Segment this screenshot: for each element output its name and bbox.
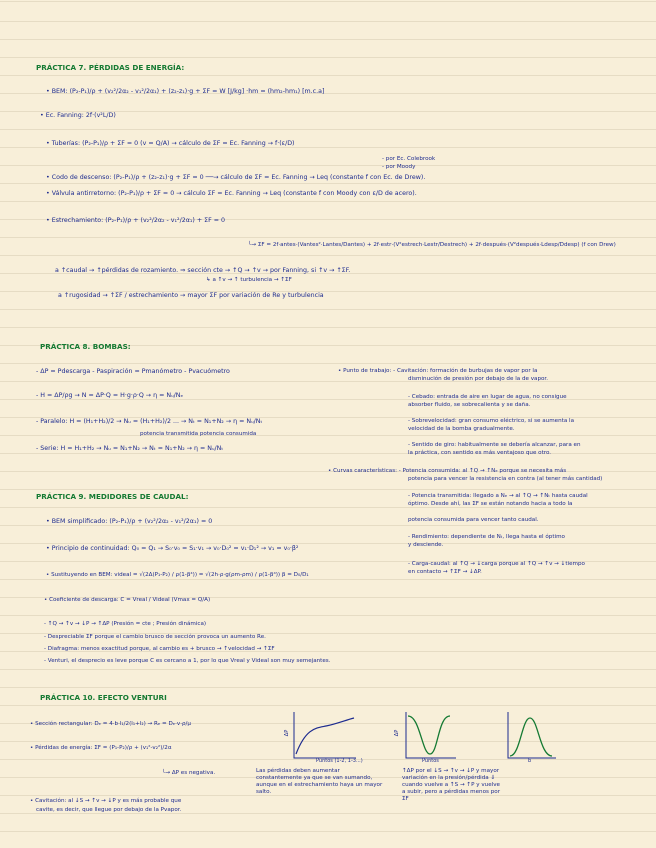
p8-line: - Paralelo: H = (H₁+H₂)/2 → Nᵤ = (H₁+H₂)/2 ... → Nₜ = N₁+N₂ → η = Nᵤ/Nₜ [36,418,263,425]
p10-line: cavite, es decir, que llegue por debajo de la Pvapor. [36,807,182,813]
p8-right-line: • Punto de trabajo: - Cavitación: formación de burbujas de vapor por la [338,368,538,374]
p8-right-line: - Cebado: entrada de aire en lugar de agua, no consigue [408,394,567,400]
p8-right-line: - Rendimiento: dependiente de Nₜ, llega hasta el óptimo [408,534,565,540]
p7-line: a ↑rugosidad → ↑ΣF / estrechamiento → mayor ΣF por variación de Re y turbulencia [58,292,324,299]
plot2-caption: ↑ΔP por el ↓S → ↑v → ↓P y mayor variación en la presión/pérdida ⇓ cuando vuelve a ↑S → ↑P y vuelve a subir, pero a pérdidas menos por ΣF [402,768,500,802]
section-title-p7: PRÁCTICA 7. PÉRDIDAS DE ENERGÍA: [36,63,185,72]
plot2-ylabel: ΔP [394,729,401,737]
p8-right-line: óptimo. Desde ahí, las ΣF se están notando hacia a todo la [408,501,573,507]
p8-right-line: y desciende. [408,542,444,548]
p9-line: • Sustituyendo en BEM: videal = √(2Δ(P₁-P₂) / ρ(1-β⁴)) = √(2h·ρ·g(ρm-ρm) / ρ(1-β⁴)) β = D₀/D₁ [46,572,309,578]
p7-line: a ↑caudal → ↑pérdidas de rozamiento. ⇒ sección cte → ↑Q → ↑v → por Fanning, si ↑v → ↑ΣF. [55,267,351,274]
plot2-xlabel: Puntos [422,758,439,764]
p9-line: • BEM simplificado: (P₂-P₁)/ρ + (v₂²/2α₂ - v₁²/2α₁) = 0 [46,518,213,525]
p8-line: - H = ΔP/ρg → N = ΔP·Q = H·g·ρ·Q → η = Nᵤ/Nₑ [36,392,184,399]
p8-right-line: • Curvas características: - Potencia consumida: al ↑Q → ↑Nₑ porque se necesita más [328,468,567,474]
p9-line: • Coeficiente de descarga: C = Vreal / Videal (Vmax = Q/A) [44,597,211,603]
p9-line: • Principio de continuidad: Q₀ = Q₁ → S₀·v₀ = S₁·v₁ → v₀·D₀² = v₁·D₁² → v₁ = v₀·β² [46,545,299,552]
p8-right-line: potencia para vencer la resistencia en contra (al tener más cantidad) [408,476,603,482]
sketch-plot-peak [500,708,558,764]
p8-right-line: la práctica, con sentido es más ventajoso que otro. [408,450,552,456]
section-title-p9: PRÁCTICA 9. MEDIDORES DE CAUDAL: [36,492,189,501]
p10-line: • Pérdidas de energía: ΣF = (P₁-P₂)/ρ + (v₁²-v₂²)/2α [30,745,172,751]
p9-line: - Venturi, el desprecio es leve porque C es cercano a 1, por lo que Vreal y Videal son muy semejantes. [44,658,331,664]
plot1-xlabel: Puntos (1-2, 1-3...) [316,758,363,764]
p9-line: - ↑Q → ↑v → ↓P → ↑ΔP (Presión = cte ; Presión dinámica) [44,621,207,627]
p10-line: └→ ΔP es negativa. [162,770,216,776]
p8-right-line: en contacto → ↑ΣF → ↓ΔP. [408,569,482,575]
p8-right-line: - Potencia transmitida: llegado a Nₑ → al ↑Q → ↑Nₜ hasta caudal [408,493,588,499]
p8-line: - ΔP = Pdescarga - Paspiración = Pmanómetro - Pvacuómetro [36,368,230,375]
p7-line: • Válvula antirretorno: (P₂-P₁)/ρ + ΣF = 0 → cálculo ΣF = Ec. Fanning → Leq (constante f con Moody con ε/D de acero). [46,190,417,197]
plot1-ylabel: ΔP [284,729,291,737]
plot1-caption: Las pérdidas deben aumentar constantemente ya que se van sumando, aunque en el estrechamiento haya un mayor salto. [256,768,383,795]
p7-line: • Tuberías: (P₂-P₁)/ρ + ΣF = 0 (v = Q/A) → cálculo de ΣF = Ec. Fanning → f·(ε/D) [46,140,295,147]
plot-curve [296,718,354,754]
p9-line: - Diafragma: menos exactitud porque, al cambio es + brusco → ↑velocidad → ↑ΣF [44,646,275,652]
p9-line: - Despreciable ΣF porque el cambio brusco de sección provoca un aumento Re. [44,634,266,640]
section-title-p10: PRÁCTICA 10. EFECTO VENTURI [40,693,167,702]
plot-curve [510,718,552,756]
plot-curve [408,716,450,754]
p7-note-moody: - por Ec. Colebrook - por Moody [382,156,436,170]
p10-line: • Cavitación: al ↓S → ↑v → ↓P y es más probable que [30,798,182,804]
p7-line: • BEM: (P₂-P₁)/ρ + (v₂²/2α₂ - v₁²/2α₁) + (z₂-z₁)·g + ΣF = W [J/kg] ·hm = (hm₂-hm₁) [m.c.a] [46,88,325,95]
plot-axes [294,712,356,758]
p7-line: └→ ΣF = 2f·antes·(Vantes²·Lantes/Dantes) + 2f·estr·(V²estrech·Lestr/Destrech) + 2f·después·(V²después·Ldesp/Ddesp) (f con Drew) [248,242,616,248]
p7-line: • Ec. Fanning: 2f·(v²L/D) [40,112,116,119]
p8-right-line: - Sentido de giro: habitualmente se debería alcanzar, para en [408,442,581,448]
p8-right-line: - Carga-caudal: al ↑Q → ↓carga porque al ↑Q → ↑v → ↓tiempo [408,561,585,567]
p8-right-line: absorber fluido, se sobrecalienta y se daña. [408,402,531,408]
p10-line: • Sección rectangular: Dₑ = 4·b·l₁/2(l₁+l₂) → Rₑ = Dₑ·v·ρ/μ [30,721,191,727]
p8-right-line: velocidad de la bomba gradualmente. [408,426,515,432]
p7-line: • Codo de descenso: (P₂-P₁)/ρ + (z₂-z₁)·g + ΣF = 0 ──→ cálculo de ΣF = Ec. Fanning → Leq (constante f con Ec. de Drew). [46,174,426,181]
plot3-xlabel: b [528,758,532,764]
p8-right-line: potencia consumida para vencer tanto caudal. [408,517,539,523]
p8-right-line: disminución de presión por debajo de la de vapor. [408,376,548,382]
sketch-plot-rising [286,708,358,764]
p7-line: • Estrechamiento: (P₂-P₁)/ρ + (v₂²/2α₂ - v₁²/2α₁) + ΣF = 0 [46,217,226,224]
p7-note-leq: ↳ a ↑v → ↑ turbulencia → ↑ΣF [206,277,292,283]
section-title-p8: PRÁCTICA 8. BOMBAS: [40,342,131,351]
p8-line: - Serie: H = H₁+H₂ → Nᵤ = N₁+N₂ → Nₜ = N₁+N₂ → η = Nᵤ/Nₜ [36,445,224,452]
p8-line: potencia transmitida potencia consumida [140,431,257,437]
p8-right-line: - Sobrevelocidad: gran consumo eléctrico, si se aumenta la [408,418,575,424]
sketch-plot-dip [398,708,458,764]
